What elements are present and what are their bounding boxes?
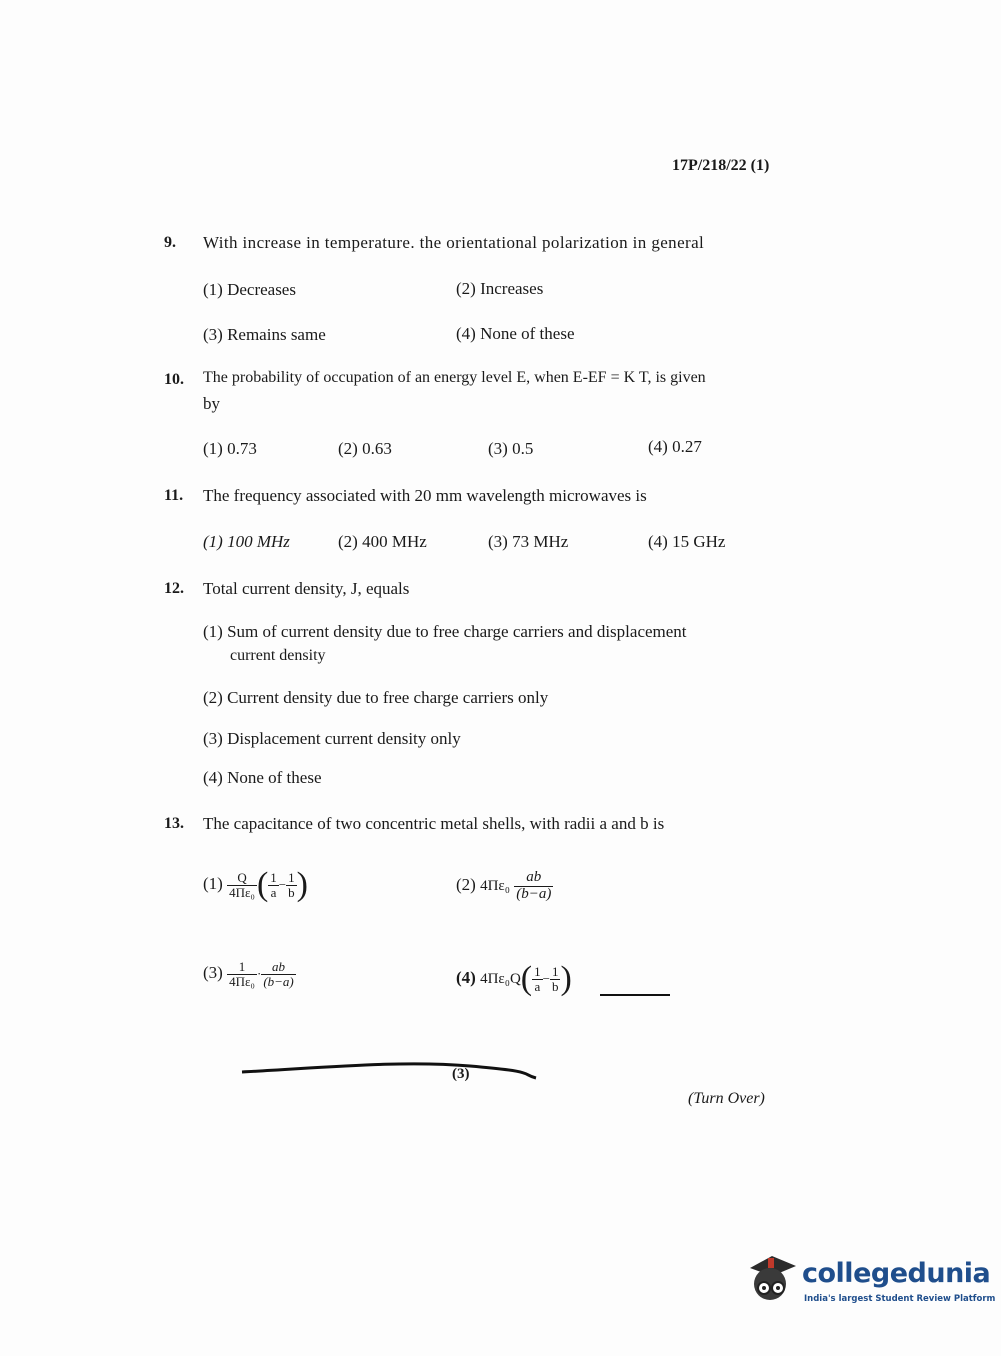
turn-over: (Turn Over) [688, 1090, 765, 1107]
question-10-text: The probability of occupation of an energy level E, when E-EF = K T, is given [203, 369, 706, 386]
q13-opt2-numerator: ab [514, 870, 553, 887]
q13-opt1-frac-a [268, 871, 279, 899]
q13-opt1-rparen: ) [296, 866, 308, 903]
q13-opt4-frac-a [532, 965, 543, 993]
question-13-text: The capacitance of two concentric metal shells, with radii a and b is [203, 814, 665, 833]
paper-code: 17P/218/22 (1) [672, 157, 770, 174]
q13-opt4-frac-b [550, 965, 561, 993]
q13-option-3-label: (3) [203, 963, 223, 983]
q13-option-1-label: (1) [203, 873, 223, 893]
q13-opt4-minus: − [542, 970, 550, 986]
q11-option-3: (3) 73 MHz [488, 532, 569, 551]
q12-option-3: (3) Displacement current density only [203, 729, 461, 748]
footer-divider [240, 1058, 540, 1082]
q13-opt4-coefficient: 4Πε₀Q [480, 970, 521, 987]
logo-name: collegedunia [802, 1258, 991, 1289]
q13-opt3-denominator-2: (b−a) [263, 973, 294, 989]
q13-opt3-denominator-1: 4Πε₀ [229, 973, 255, 989]
q13-opt3-fraction-1 [227, 960, 257, 988]
q9-option-2: (2) Increases [456, 279, 544, 298]
q9-option-1: (1) Decreases [203, 280, 296, 299]
q13-opt1-numerator: Q [227, 871, 257, 886]
q13-opt1-a: a [270, 884, 277, 900]
q13-opt1-b: b [288, 884, 295, 900]
q12-option-1: (1) Sum of current density due to free charge carriers and displacement [203, 622, 687, 641]
q12-option-4: (4) None of these [203, 768, 322, 787]
q13-opt2-coefficient: 4Πε₀ [480, 878, 510, 895]
q13-option-3 [203, 960, 296, 988]
q12-option-1-cont: current density [230, 647, 326, 664]
question-10-number: 10. [164, 371, 184, 388]
q10-option-2: (2) 0.63 [338, 439, 392, 458]
q13-opt3-fraction-2 [261, 960, 295, 988]
q13-opt1-one-a: 1 [270, 869, 277, 885]
q13-option-4 [456, 962, 572, 996]
q13-opt1-frac-b [286, 871, 297, 899]
q13-opt1-lparen: ( [256, 866, 269, 903]
q13-option-4-label: (4) [456, 967, 476, 987]
q13-opt4-lparen: ( [520, 960, 533, 997]
q13-opt1-minus: − [278, 876, 287, 892]
q11-option-1: (1) 100 MHz [203, 532, 290, 551]
page-number: (3) [452, 1066, 470, 1082]
scan-stroke [600, 994, 670, 996]
q13-option-2-label: (2) [456, 875, 476, 895]
q13-opt4-one-a: 1 [534, 963, 541, 979]
question-11-number: 11. [164, 487, 184, 504]
question-9-text: With increase in temperature. the orientational polarization in general [203, 233, 705, 252]
question-12-text: Total current density, J, equals [203, 579, 410, 598]
q13-opt1-denominator: 4Πε₀ [229, 884, 255, 900]
question-9-number: 9. [164, 234, 176, 251]
q13-opt2-denominator: (b−a) [516, 885, 552, 902]
q13-opt2-fraction [514, 870, 553, 903]
q13-opt3-numerator-1: 1 [227, 960, 257, 975]
q11-option-2: (2) 400 MHz [338, 532, 427, 551]
q10-option-1: (1) 0.73 [203, 439, 257, 458]
logo-tagline: India's largest Student Review Platform [804, 1294, 996, 1304]
q12-option-2: (2) Current density due to free charge carriers only [203, 688, 549, 707]
q13-opt3-numerator-2: ab [261, 960, 295, 975]
collegedunia-logo [742, 1250, 996, 1310]
q11-option-4: (4) 15 GHz [648, 532, 726, 551]
q13-option-2 [456, 870, 553, 903]
question-12-number: 12. [164, 580, 184, 597]
question-13-number: 13. [164, 815, 184, 832]
question-11-text: The frequency associated with 20 mm wavelength microwaves is [203, 486, 647, 505]
q13-opt3-dot: · [256, 966, 262, 982]
q10-option-4: (4) 0.27 [648, 437, 702, 456]
q13-opt4-rparen: ) [560, 960, 572, 997]
q9-option-3: (3) Remains same [203, 325, 326, 344]
q10-option-3: (3) 0.5 [488, 439, 534, 458]
q13-opt1-one-b: 1 [288, 869, 295, 885]
mascot-icon [742, 1250, 800, 1308]
q13-opt1-fraction [227, 871, 257, 899]
question-10-text-cont: by [203, 394, 220, 413]
q13-opt4-b: b [551, 978, 559, 994]
q13-opt4-a: a [534, 978, 541, 994]
q9-option-4: (4) None of these [456, 324, 575, 343]
q13-option-1 [203, 868, 308, 902]
q13-opt4-one-b: 1 [551, 963, 559, 979]
